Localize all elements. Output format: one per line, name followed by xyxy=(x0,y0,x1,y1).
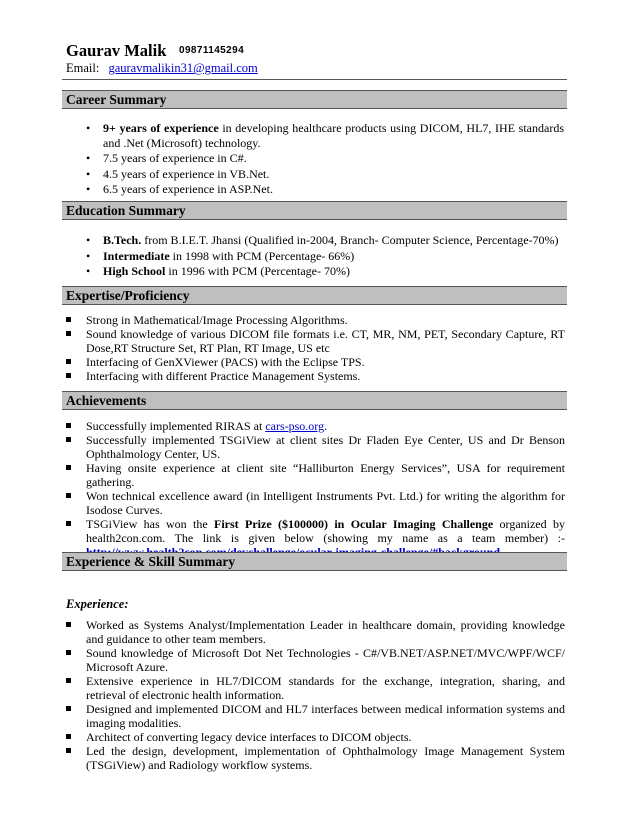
list-item: TSGiView has won the First Prize ($100000) in Ocular Imaging Challenge organized by health2con.com. The link is given below (showing my name as a team member) :- xyxy=(65,517,565,559)
education-list xyxy=(86,233,564,280)
list-item: Worked as Systems Analyst/Implementation Leader in healthcare domain, providing knowledge and guidance to other team members. xyxy=(65,618,565,646)
section-title: Experience & Skill Summary xyxy=(66,554,236,569)
experience-list xyxy=(65,618,565,772)
section-experience xyxy=(62,552,567,571)
section-title: Expertise/Proficiency xyxy=(66,288,190,303)
section-achievements xyxy=(62,391,567,410)
list-item: Won technical excellence award (in Intelligent Instruments Pvt. Ltd.) for writing the algorithm for Isodose Curves. xyxy=(65,489,565,517)
section-career-summary xyxy=(62,90,567,109)
list-item: • B.Tech. from B.I.E.T. Jhansi (Qualified in-2004, Branch- Computer Science, Percentage-70%) xyxy=(86,233,564,248)
list-item: Interfacing of GenXViewer (PACS) with the Eclipse TPS. xyxy=(65,355,565,369)
list-item: Sound knowledge of Microsoft Dot Net Technologies - C#/VB.NET/ASP.NET/MVC/WPF/WCF/ Microsoft Azure. xyxy=(65,646,565,674)
cars-pso-link[interactable]: cars-pso.org xyxy=(265,419,325,433)
list-item: Successfully implemented TSGiView at client sites Dr Fladen Eye Center, US and Dr Benson Ophthalmology Center, US. xyxy=(65,433,565,461)
candidate-name: Gaurav Malik xyxy=(66,41,167,60)
list-item: • Intermediate in 1998 with PCM (Percentage- 66%) xyxy=(86,249,564,264)
section-education-summary xyxy=(62,201,567,220)
expertise-list xyxy=(65,313,565,383)
section-title: Achievements xyxy=(66,393,147,408)
email-label: Email: xyxy=(66,61,100,75)
achievements-list xyxy=(65,419,565,559)
list-item: • 9+ years of experience in developing healthcare products using DICOM, HL7, IHE standards and .Net (Microsoft) technology. xyxy=(86,121,564,150)
list-item: Led the design, development, implementation of Ophthalmology Image Management System (TSGiView) and Radiology workflow systems. xyxy=(65,744,565,772)
list-item: Architect of converting legacy device interfaces to DICOM objects. xyxy=(65,730,565,744)
career-list xyxy=(86,121,564,198)
section-title: Career Summary xyxy=(66,92,167,107)
email-link[interactable]: gauravmalikin31@gmail.com xyxy=(108,61,258,75)
list-item: • 4.5 years of experience in VB.Net. xyxy=(86,167,564,182)
list-item: • 6.5 years of experience in ASP.Net. xyxy=(86,182,564,197)
list-item: Designed and implemented DICOM and HL7 interfaces between medical information systems and imaging modalities. xyxy=(65,702,565,730)
list-item: • High School in 1996 with PCM (Percentage- 70%) xyxy=(86,264,564,279)
header-divider xyxy=(62,79,567,80)
list-item: Successfully implemented RIRAS at cars-pso.org. xyxy=(65,419,565,433)
list-item: Having onsite experience at client site “Halliburton Energy Services”, USA for requirement gathering. xyxy=(65,461,565,489)
email-line xyxy=(66,61,258,76)
list-item: Sound knowledge of various DICOM file formats i.e. CT, MR, NM, PET, Secondary Capture, RT Dose,RT Structure Set, RT Plan, RT Image, US etc xyxy=(65,327,565,355)
section-title: Education Summary xyxy=(66,203,186,218)
list-item: Interfacing with different Practice Management Systems. xyxy=(65,369,565,383)
experience-label: Experience: xyxy=(66,597,129,611)
list-item: Extensive experience in HL7/DICOM standards for the exchange, integration, sharing, and retrieval of electronic health information. xyxy=(65,674,565,702)
phone-number: 09871145294 xyxy=(179,45,245,56)
section-expertise xyxy=(62,286,567,305)
list-item: Strong in Mathematical/Image Processing Algorithms. xyxy=(65,313,565,327)
list-item: • 7.5 years of experience in C#. xyxy=(86,151,564,166)
